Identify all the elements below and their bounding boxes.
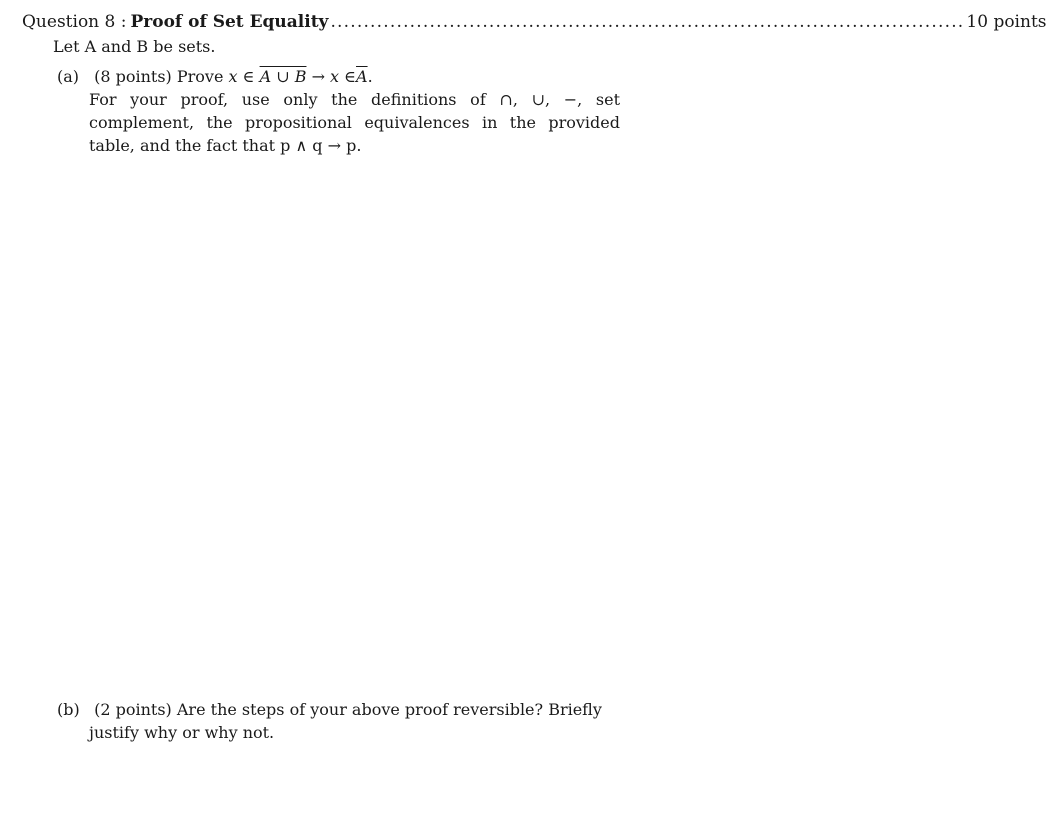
- part-a-statement-lhs: x ∈: [228, 67, 255, 86]
- question-number: Question 8 :: [22, 12, 127, 32]
- part-a-label: (a): [57, 67, 80, 86]
- part-b-header: [57, 698, 620, 721]
- part-a: [57, 65, 620, 157]
- part-a-prove-word: Prove: [176, 67, 224, 86]
- question-points: 10 points: [966, 12, 1047, 32]
- part-b-points: (2 points): [94, 700, 172, 719]
- question-header: [22, 12, 1047, 36]
- part-b-label: (b): [57, 700, 80, 719]
- answer-space: [90, 170, 620, 680]
- part-a-statement-mid: → x ∈: [311, 67, 357, 86]
- part-b-question: Are the steps of your above proof reversible? Briefly: [176, 700, 602, 719]
- leader-dots: ................................................................................................: [330, 12, 965, 32]
- part-a-complement-union: A ∪ B: [259, 67, 307, 86]
- part-b: [57, 698, 620, 744]
- part-b-question-cont: justify why or why not.: [89, 723, 275, 742]
- part-a-points: (8 points): [94, 67, 172, 86]
- part-a-complement-a: $\overline{A}$: [356, 67, 368, 86]
- intro-text: Let A and B be sets.: [53, 37, 216, 56]
- part-a-header: [57, 65, 620, 88]
- part-a-instructions: For your proof, use only the definitions of ∩, ∪, −, set complement, the propositional equivalences in the provided table, and the fact that p ∧ q → p.: [89, 90, 620, 155]
- part-a-statement-end: .: [367, 67, 373, 86]
- question-title: Proof of Set Equality: [130, 12, 329, 32]
